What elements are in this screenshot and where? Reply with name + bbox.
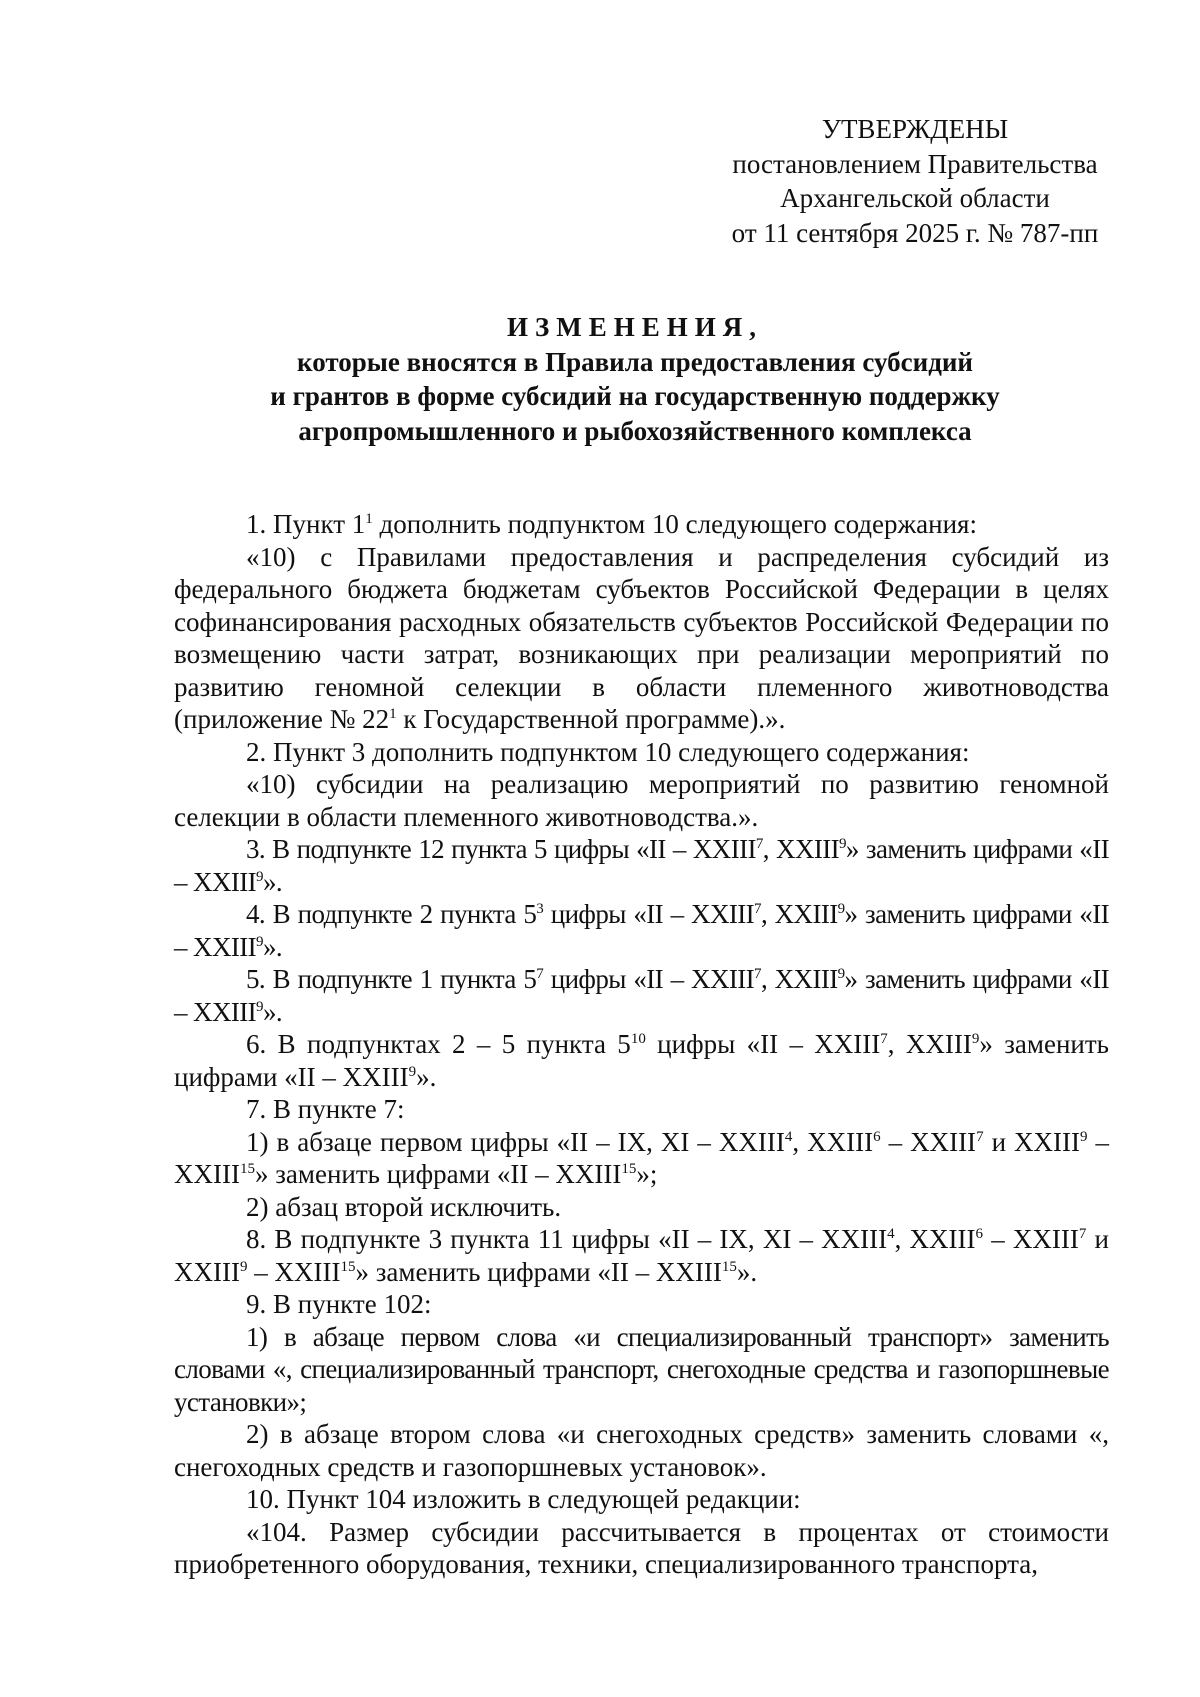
item-1: 1. Пункт $1^1$ дополнить подпунктом 10 следующего содержания: — [246, 509, 977, 539]
item-5: 5. В подпункте 1 пункта $5^7$ цифры «II – XXIII$^7$, XXIII$^9$» заменить цифрами «II – XXIII$^9$». — [174, 964, 1109, 1027]
approval-date-number: от 11 сентября 2025 г. № 787-пп — [731, 217, 1099, 248]
item-2: 2. Пункт 3 дополнить подпунктом 10 следующего содержания: — [246, 736, 970, 767]
item-9: 9. В пункте 102: — [246, 1289, 432, 1319]
item-9-sub-1: 1) в абзаце первом слова «и специализированный транспорт» заменить словами «, специализированный транспорт, снегоходные средства и газопоршневые установки»; — [174, 1321, 1109, 1417]
item-1-quote: «10) с Правилами предоставления и распределения субсидий из федерального бюджета бюджетам субъектов Российской Федерации в целях софинансирования расходных обязательств субъектов Российской Федерации по возмещению части затрат, возникающих при реализации мероприятий по развитию геномной селекции в области племенного животноводства (приложение № $22^1$ к Государственной программе).». — [174, 541, 1109, 734]
item-7-sub-2: 2) абзац второй исключить. — [246, 1191, 562, 1222]
item-6: 6. В подпунктах 2 – 5 пункта $5^{10}$ цифры «II – XXIII$^7$, XXIII$^9$» заменить цифрами «II – XXIII$^9$». — [174, 1029, 1109, 1092]
item-9-sub-2: 2) в абзаце втором слова «и снегоходных средств» заменить словами «, снегоходных средств и газопоршневых установок». — [174, 1419, 1109, 1482]
item-7-sub-1: 1) в абзаце первом цифры «II – IX, XI – XXIII$^4$, XXIII$^6$ – XXIII$^7$ и XXIII$^9$ – XXIII$^{15}$» заменить цифрами «II – XXIII$^{15}$»; — [174, 1126, 1109, 1189]
item-4: 4. В подпункте 2 пункта $5^3$ цифры «II – XXIII$^7$, XXIII$^9$» заменить цифрами «II – XXIII$^9$». — [174, 899, 1109, 962]
approval-stamp — [700, 112, 1130, 250]
item-10: 10. Пункт 104 изложить в следующей редакции: — [246, 1484, 801, 1514]
title-line-2: и грантов в форме субсидий на государственную поддержку — [270, 381, 1000, 411]
item-8: 8. В подпункте 3 пункта 11 цифры «II – IX, XI – XXIII$^4$, XXIII$^6$ – XXIII$^7$ и XXIII$^9$ – XXIII$^{15}$» заменить цифрами «II – XXIII$^{15}$». — [174, 1224, 1109, 1287]
item-3: 3. В подпункте 12 пункта 5 цифры «II – XXIII$^7$, XXIII$^9$» заменить цифрами «II – XXIII$^9$». — [174, 834, 1109, 897]
approval-resolution: постановлением Правительства — [732, 148, 1098, 179]
item-10-quote: «104. Размер субсидии рассчитывается в процентах от стоимости приобретенного оборудования, техники, специализированного транспорта, — [174, 1516, 1109, 1579]
document-title — [170, 310, 1100, 448]
title-line-3: агропромышленного и рыбохозяйственного комплекса — [298, 415, 972, 446]
title-heading: ИЗМЕНЕНИЯ, — [506, 312, 763, 342]
item-7: 7. В пункте 7: — [246, 1094, 405, 1124]
item-2-quote: «10) субсидии на реализацию мероприятий по развитию геномной селекции в области племенного животноводства.». — [174, 769, 1109, 832]
approval-region: Архангельской области — [780, 183, 1050, 213]
title-line-1: которые вносятся в Правила предоставления субсидий — [297, 346, 973, 377]
approval-title: УТВЕРЖДЕНЫ — [821, 114, 1009, 144]
document-body — [174, 508, 1109, 1581]
